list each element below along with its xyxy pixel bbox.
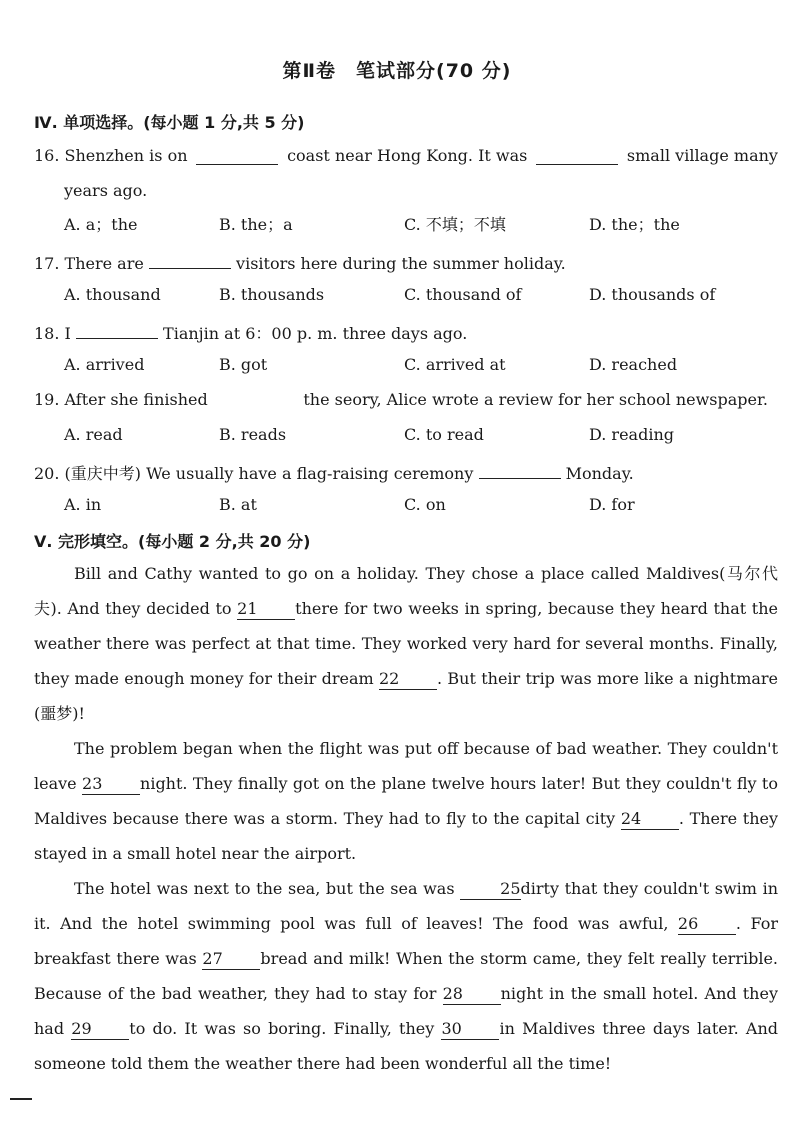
- q17-option-c: C. thousand of: [404, 285, 522, 304]
- blank-21: 21: [237, 599, 295, 620]
- blank-30: 30: [441, 1019, 499, 1040]
- q17-text-b: visitors here during the summer holiday.: [236, 254, 566, 273]
- q16-text-c: small village many: [626, 146, 778, 165]
- p3-line-3-a: breakfast there was: [34, 949, 197, 968]
- q19-text-a: 19. After she finished: [34, 390, 208, 409]
- p1-line-2-a: 夫). And they decided to: [34, 599, 232, 618]
- p3-line-5: [34, 1011, 778, 1046]
- p3-line-2-a: it. And the hotel swimming pool was full of leaves! The food was awful,: [34, 914, 669, 933]
- p3-line-5-b: to do. It was so boring. Finally, they: [129, 1019, 435, 1038]
- p1-line-4: [34, 661, 778, 696]
- q18-option-d: D. reached: [589, 355, 678, 374]
- p3-line-4: [34, 976, 778, 1011]
- p1-line-4-b: . But their trip was more like a nightmare: [437, 669, 779, 688]
- q16-blank-2: [536, 146, 618, 165]
- blank-28: 28: [443, 984, 501, 1005]
- q20-option-a: A. in: [64, 495, 102, 514]
- p1-line-3: weather there was perfect at that time. They worked very hard for several months. Finally,: [34, 634, 778, 653]
- q19-option-c: C. to read: [404, 425, 484, 444]
- p2-line-3-b: . There they: [678, 809, 779, 828]
- q20-option-c: C. on: [404, 495, 446, 514]
- q17-text-a: 17. There are: [34, 254, 144, 273]
- section-5-heading: Ⅴ. 完形填空。(每小题 2 分,共 20 分): [34, 532, 311, 551]
- q16-option-d: D. the；the: [589, 215, 680, 234]
- blank-23: 23: [82, 774, 140, 795]
- q18-text-b: Tianjin at 6：00 p. m. three days ago.: [163, 324, 468, 343]
- q19-option-a: A. read: [64, 425, 123, 444]
- page-edge-mark: [10, 1098, 32, 1100]
- page-title: 第Ⅱ卷 笔试部分(70 分): [282, 60, 512, 82]
- p3-line-1-b: dirty that they couldn't swim in: [520, 879, 778, 898]
- p2-line-3: [34, 801, 778, 836]
- p3-line-1-a: The hotel was next to the sea, but the sea was: [74, 879, 455, 898]
- blank-27: 27: [202, 949, 260, 970]
- q18-blank: [76, 320, 158, 339]
- p3-line-1: [34, 871, 778, 906]
- p1-line-1: Bill and Cathy wanted to go on a holiday. They chose a place called Maldives(马尔代: [74, 564, 778, 583]
- q16-option-b: B. the；a: [219, 215, 293, 234]
- q17-option-a: A. thousand: [64, 285, 161, 304]
- q19-text-b: the seory, Alice wrote a review for her school newspaper.: [303, 390, 768, 409]
- q19-option-b: B. reads: [219, 425, 287, 444]
- q17-option-b: B. thousands: [219, 285, 325, 304]
- p2-line-2: [34, 766, 778, 801]
- p2-line-1: The problem began when the flight was put off because of bad weather. They couldn't: [74, 739, 778, 758]
- p3-line-4-a: Because of the bad weather, they had to stay for: [34, 984, 437, 1003]
- q16-option-a: A. a；the: [64, 215, 138, 234]
- p3-line-3-b: bread and milk! When the storm came, they felt really terrible.: [260, 949, 779, 968]
- blank-29: 29: [71, 1019, 129, 1040]
- q20-text-b: Monday.: [565, 464, 634, 483]
- p2-line-3-a: Maldives because there was a storm. They had to fly to the capital city: [34, 809, 616, 828]
- q20-option-d: D. for: [589, 495, 635, 514]
- question-16: [34, 146, 778, 166]
- q20-blank: [479, 460, 561, 479]
- q16-text-a: 16. Shenzhen is on: [34, 146, 188, 165]
- blank-22: 22: [379, 669, 437, 690]
- q18-option-b: B. got: [219, 355, 268, 374]
- blank-26: 26: [678, 914, 736, 935]
- question-19: [34, 390, 768, 410]
- p3-line-5-a: had: [34, 1019, 65, 1038]
- q19-option-d: D. reading: [589, 425, 674, 444]
- q18-text-a: 18. I: [34, 324, 71, 343]
- question-20: [34, 460, 634, 484]
- section-4-heading: Ⅳ. 单项选择。(每小题 1 分,共 5 分): [34, 113, 305, 132]
- blank-25: 25: [460, 879, 520, 900]
- q16-blank-1: [196, 146, 278, 165]
- blank-24: 24: [621, 809, 679, 830]
- q17-option-d: D. thousands of: [589, 285, 716, 304]
- q20-option-b: B. at: [219, 495, 257, 514]
- q17-blank: [149, 250, 231, 269]
- p3-line-3: [34, 941, 778, 976]
- question-18: [34, 320, 467, 344]
- p3-line-2-b: . For: [735, 914, 778, 933]
- q16-option-c: C. 不填；不填: [404, 215, 506, 234]
- q19-blank: [221, 390, 291, 408]
- p1-line-5: (噩梦)!: [34, 704, 85, 723]
- q16-text-b: coast near Hong Kong. It was: [287, 146, 528, 165]
- q18-option-a: A. arrived: [64, 355, 145, 374]
- cloze-passage: [34, 556, 778, 1081]
- p2-line-4: stayed in a small hotel near the airport.: [34, 844, 357, 863]
- p1-line-4-a: they made enough money for their dream: [34, 669, 374, 688]
- p3-line-2: [34, 906, 778, 941]
- p1-line-2-b: there for two weeks in spring, because they heard that the: [295, 599, 779, 618]
- question-17: [34, 250, 566, 274]
- p3-line-4-b: night in the small hotel. And they: [500, 984, 778, 1003]
- p3-line-5-c: in Maldives three days later. And: [499, 1019, 778, 1038]
- p1-line-2: [34, 591, 778, 626]
- p3-line-6: someone told them the weather there had been wonderful all the time!: [34, 1054, 612, 1073]
- p2-line-2-a: leave: [34, 774, 77, 793]
- q18-option-c: C. arrived at: [404, 355, 506, 374]
- q20-text-a: 20. (重庆中考) We usually have a flag-raising ceremony: [34, 464, 474, 483]
- p2-line-2-b: night. They finally got on the plane twelve hours later! But they couldn't fly to: [140, 774, 778, 793]
- q16-line-2: years ago.: [64, 181, 148, 200]
